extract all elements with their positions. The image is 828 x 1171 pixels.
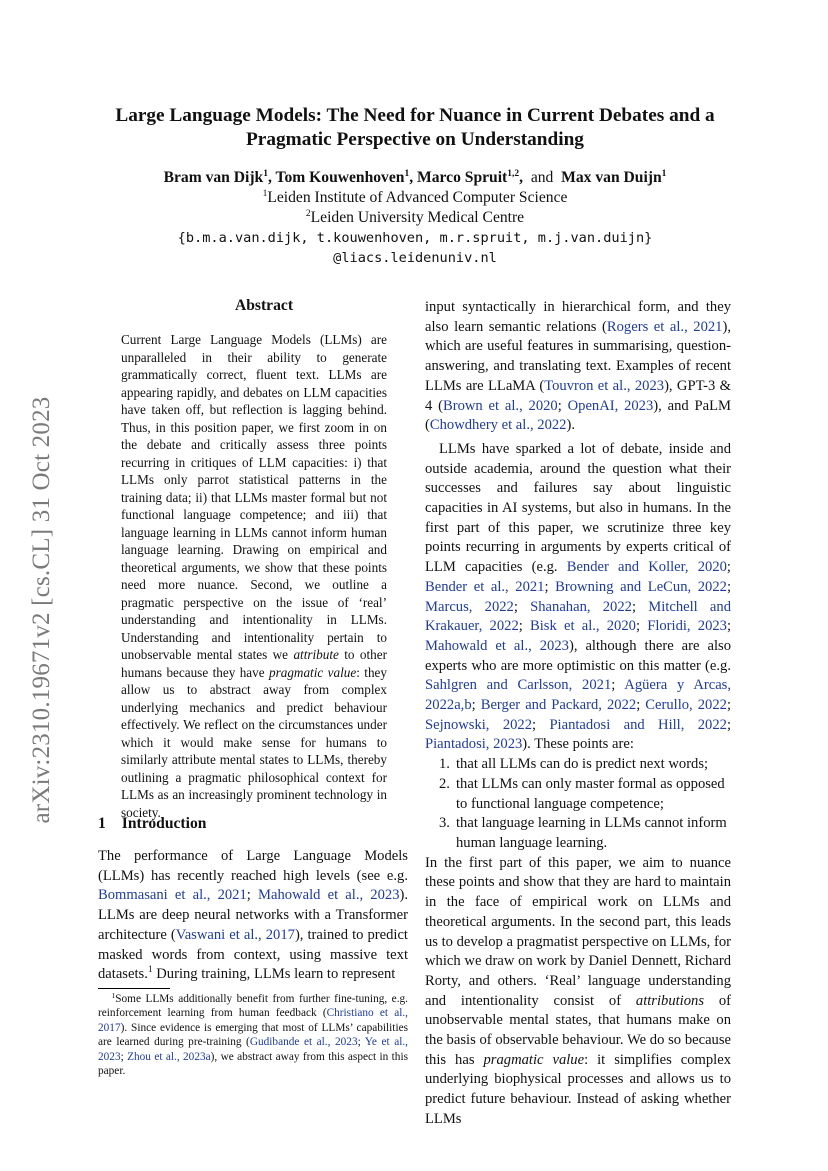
citation-link[interactable]: Cerullo, 2022 bbox=[645, 697, 727, 714]
citation-link[interactable]: Bisk et al., 2020 bbox=[530, 618, 636, 635]
affiliation-2 bbox=[90, 208, 740, 228]
list-number: 3. bbox=[439, 815, 450, 832]
body-text: ), GPT-3 & 4 ( bbox=[425, 377, 732, 414]
paragraph bbox=[425, 854, 731, 1130]
footnote-text: ; bbox=[120, 1050, 128, 1063]
body-text: of unobservable mental states, that humans make on the basis of observable behaviour. We do so because this has bbox=[425, 992, 731, 1068]
body-text: ), although there are also experts who are more optimistic on this matter (e.g. bbox=[425, 637, 731, 674]
citation-link[interactable]: Floridi, 2023 bbox=[647, 618, 727, 635]
list-text: that all LLMs can do is predict next words; bbox=[456, 756, 709, 773]
body-text: ). LLMs are deep neural networks with a Transformer architecture ( bbox=[98, 887, 409, 943]
and-word: and bbox=[530, 169, 554, 186]
paper-title bbox=[90, 104, 740, 152]
separator: ; bbox=[726, 618, 732, 635]
list-text: that LLMs can only master formal as opposed to functional language competence; bbox=[456, 775, 725, 812]
citation-link[interactable]: Piantadosi and Hill, 2022 bbox=[549, 716, 727, 733]
affiliation-1 bbox=[90, 188, 740, 208]
author-name: Marco Spruit bbox=[417, 169, 508, 186]
citation-link[interactable]: Berger and Packard, 2022 bbox=[480, 697, 637, 714]
separator: ; bbox=[513, 598, 531, 615]
body-text: input syntactically in hierarchical form, and they also learn semantic relations ( bbox=[425, 299, 731, 335]
footnote-text: ; bbox=[357, 1036, 365, 1049]
body-text: In the first part of this paper, we aim to nuance these points and show that they are hard to maintain in the face of empirical work on LLMs and theoretical arguments. In the second part, this leads us to develop a pragmatist perspective on LLMs, for which we draw on work by Daniel Dennett, Richard Rorty, and others. ‘Real’ language understanding and intentionality consist of bbox=[425, 854, 731, 1009]
body-text: The performance of Large Language Models (LLMs) has recently reached high levels (see e.g. bbox=[98, 848, 408, 884]
citation-link[interactable]: Mitchell and Krakauer, 2022 bbox=[425, 598, 732, 635]
citation-link[interactable]: Sejnowski, 2022 bbox=[425, 716, 533, 733]
title-line-2: Pragmatic Perspective on Understanding bbox=[246, 129, 584, 150]
email-line-2: @liacs.leidenuniv.nl bbox=[333, 250, 497, 266]
section-number: 1 bbox=[98, 815, 106, 832]
body-text: ; bbox=[557, 397, 568, 414]
right-column bbox=[425, 298, 731, 1130]
arxiv-id: arXiv:2310.19671v2 [cs.CL] 31 Oct 2023 bbox=[28, 396, 55, 824]
citation-link[interactable]: Shanahan, 2022 bbox=[530, 598, 632, 615]
citation-link[interactable]: Christiano et al., 2017 bbox=[98, 1007, 409, 1034]
email-line-1: {b.m.a.van.dijk, t.kouwenhoven, m.r.spruit, m.j.van.duijn} bbox=[177, 230, 653, 246]
body-text: ), which are useful features in summarising, question-answering, and translating text. Examples of recent LLMs are LLaMA ( bbox=[425, 318, 731, 394]
citation-link[interactable]: Sahlgren and Carlsson, 2021 bbox=[425, 677, 612, 694]
citation-link[interactable]: Brown et al., 2020 bbox=[442, 397, 558, 414]
arxiv-stamp bbox=[22, 370, 62, 850]
separator: ; bbox=[518, 618, 531, 635]
affil-mark: 1 bbox=[262, 189, 268, 199]
paragraph bbox=[425, 298, 731, 436]
author-affil-mark: 1,2 bbox=[507, 169, 520, 179]
separator: ; bbox=[636, 697, 646, 714]
list-item bbox=[425, 775, 731, 814]
footnote-text: ), we abstract away from this aspect in this paper. bbox=[98, 1050, 408, 1078]
author-affil-mark: 1 bbox=[263, 169, 268, 179]
list-item bbox=[425, 755, 731, 775]
citation-link[interactable]: Vaswani et al., 2017 bbox=[175, 926, 295, 943]
key-points-list bbox=[425, 755, 731, 854]
separator: ; bbox=[471, 697, 481, 714]
abstract-emphasis: pragmatic value bbox=[269, 664, 357, 680]
author-list: Bram van Dijk$^1$, Tom Kouwenhoven$^1$, Marco Spruit$^{1,2}$, and Max van Duijn$^1$ bbox=[163, 169, 667, 186]
separator: ; bbox=[635, 618, 648, 635]
list-text: that language learning in LLMs cannot inform human language learning. bbox=[456, 815, 727, 851]
author-affil-mark: 1 bbox=[404, 169, 410, 179]
body-text: ), trained to predict masked words from context, using massive text datasets. bbox=[98, 926, 408, 983]
footnote-text: Some LLMs additionally benefit from further fine-tuning, e.g. reinforcement learning from human feedback ( bbox=[98, 993, 408, 1020]
abstract-emphasis: attribute bbox=[293, 647, 339, 662]
citation-link[interactable]: Piantadosi, 2023 bbox=[425, 736, 523, 753]
paragraph bbox=[425, 440, 731, 755]
citation-link[interactable]: Agüera y Arcas, 2022a,b bbox=[425, 677, 732, 714]
author-affil-mark: 1 bbox=[661, 169, 667, 179]
body-text: ). These points are: bbox=[522, 736, 634, 753]
section-title: Introduction bbox=[121, 815, 207, 832]
citation-link[interactable]: Touvron et al., 2023 bbox=[544, 377, 665, 394]
citation-link[interactable]: Mahowald et al., 2023 bbox=[258, 887, 400, 904]
footnote-marker[interactable]: 1 bbox=[147, 965, 153, 976]
author-name: Bram van Dijk bbox=[163, 169, 264, 186]
separator: ; bbox=[726, 559, 731, 576]
separator: ; bbox=[532, 716, 550, 733]
author-name: Tom Kouwenhoven bbox=[275, 169, 405, 186]
list-number: 1. bbox=[439, 756, 450, 773]
citation-link[interactable]: Gudibande et al., 2023 bbox=[249, 1036, 358, 1049]
citation-link[interactable]: Bender and Koller, 2020 bbox=[566, 559, 727, 576]
abstract-heading: Abstract bbox=[234, 297, 294, 314]
citation-link[interactable]: Mahowald et al., 2023 bbox=[425, 637, 569, 654]
footnote-text: ). Since evidence is emerging that most of LLMs’ capabilities are learned during pre-training ( bbox=[98, 1021, 408, 1049]
citation-link[interactable]: Bender et al., 2021 bbox=[425, 578, 545, 595]
citation-link[interactable]: Browning and LeCun, 2022 bbox=[555, 578, 727, 595]
footnote-number: 1 bbox=[111, 991, 116, 1000]
affil-text: Leiden Institute of Advanced Computer Science bbox=[267, 189, 568, 206]
abstract-text: to other humans because they have bbox=[121, 647, 388, 680]
emphasis: attributions bbox=[635, 992, 705, 1009]
list-number: 2. bbox=[439, 775, 450, 792]
author-name: Max van Duijn bbox=[561, 169, 662, 186]
body-text: During training, LLMs learn to represent bbox=[152, 966, 396, 983]
footnote bbox=[98, 992, 408, 1078]
section-heading bbox=[98, 815, 206, 833]
footnote-divider bbox=[98, 988, 170, 989]
separator: ; bbox=[726, 716, 731, 733]
affil-text: Leiden University Medical Centre bbox=[310, 209, 525, 226]
affil-mark: 2 bbox=[305, 209, 311, 219]
citation-link[interactable]: Marcus, 2022 bbox=[425, 598, 514, 615]
citation-link[interactable]: OpenAI, 2023 bbox=[567, 397, 654, 414]
body-text: : it simplifies complex underlying biophysical processes and allows us to predict future behaviour. Instead of asking whether LLMs bbox=[425, 1051, 731, 1127]
separator: ; bbox=[611, 677, 625, 694]
title-line-1: Large Language Models: The Need for Nuance in Current Debates and a bbox=[115, 105, 715, 126]
body-text: ), and PaLM ( bbox=[425, 397, 731, 434]
body-text: ; bbox=[246, 887, 259, 904]
citation-link[interactable]: Chowdhery et al., 2022 bbox=[429, 417, 567, 434]
separator: ; bbox=[726, 697, 731, 714]
abstract-body bbox=[121, 331, 387, 821]
citation-link[interactable]: Ye et al., 2023 bbox=[98, 1036, 408, 1063]
abstract-text: Current Large Language Models (LLMs) are unparalleled in their ability to generate grammatically correct, fluent text. LLMs are appearing rapidly, and debates on LLM capacities have taken off, but reflection is lagging behind. Thus, in this position paper, we first zoom in on the debate and critically assess three points recurring in critiques of LLM capacities: i) that LLMs only parrot statistical patterns in the training data; ii) that LLMs master formal but not functional language competence; and iii) that language learning in LLMs cannot inform human language learning. Drawing on empirical and theoretical arguments, we show that these points need more nuance. Second, we outline a pragmatic perspective on the issue of ‘real’ understanding and intentionality in LLMs. Understanding and intentionality pertain to unobservable mental states we bbox=[121, 332, 387, 662]
separator: ; bbox=[544, 578, 556, 595]
body-text: ). bbox=[566, 417, 575, 434]
separator: ; bbox=[726, 578, 731, 595]
intro-paragraph bbox=[98, 847, 408, 985]
body-text: LLMs have sparked a lot of debate, inside and outside academia, around the question what their successes and failures say about linguistic capacities in AI systems, but also in humans. In the first part of this paper, we scrutinize three key points recurring in arguments by experts critical of LLM capacities (e.g. bbox=[425, 440, 731, 576]
list-item bbox=[425, 814, 731, 853]
separator: ; bbox=[631, 598, 649, 615]
emphasis: pragmatic value bbox=[483, 1051, 585, 1068]
citation-link[interactable]: Zhou et al., 2023a bbox=[127, 1050, 211, 1063]
abstract-text: : they allow us to abstract away from complex underlying mechanics and predict behaviour effectively. We reflect on the circumstances under which it would make sense for humans to similarly attribute mental states to LLMs, thereby outlining a pragmatic philosophical context for LLMs as an increasingly prominent technology in society. bbox=[121, 664, 387, 820]
citation-link[interactable]: Rogers et al., 2021 bbox=[606, 318, 723, 335]
citation-link[interactable]: Bommasani et al., 2021 bbox=[98, 887, 247, 904]
